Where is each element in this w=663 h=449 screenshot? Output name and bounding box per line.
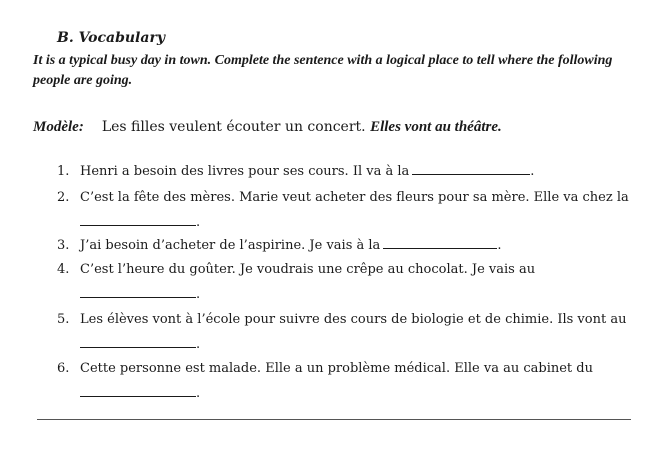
item-number: 6.: [57, 361, 70, 376]
model-sentence: Les filles veulent écouter un concert.: [101, 119, 366, 135]
item-end: .: [196, 337, 201, 352]
item-number: 2.: [57, 190, 70, 205]
answer-blank-3[interactable]: [383, 234, 497, 249]
model-example: [33, 119, 653, 136]
item-text: C’est la fête des mères. Marie veut acheter des fleurs pour sa mère. Elle va chez la: [80, 190, 629, 205]
answer-blank-1[interactable]: [412, 160, 530, 175]
item-end: .: [530, 164, 535, 179]
answer-blank-4[interactable]: [80, 283, 196, 298]
item-text: C’est l’heure du goûter. Je voudrais une crêpe au chocolat. Je vais au: [80, 262, 536, 277]
item-number: 1.: [57, 164, 70, 179]
instructions: It is a typical busy day in town. Complete the sentence with a logical place to tell where the following people are going.: [33, 53, 613, 88]
item-text: Les élèves vont à l’école pour suivre des cours de biologie et de chimie. Ils vont au: [80, 312, 627, 327]
model-label: Modèle:: [33, 119, 84, 135]
item-text: Henri a besoin des livres pour ses cours. Il va à la: [80, 164, 410, 179]
item-end: .: [196, 386, 201, 401]
item-number: 5.: [57, 312, 70, 327]
answer-blank-5[interactable]: [80, 333, 196, 348]
model-answer: Elles vont au théâtre.: [370, 119, 502, 135]
item-number: 3.: [57, 238, 70, 253]
answer-blank-2[interactable]: [80, 211, 196, 226]
item-end: .: [497, 238, 502, 253]
item-text: Cette personne est malade. Elle a un problème médical. Elle va au cabinet du: [80, 361, 593, 376]
bottom-divider: [37, 419, 631, 420]
answer-blank-6[interactable]: [80, 382, 196, 397]
item-end: .: [196, 287, 201, 302]
item-end: .: [196, 215, 201, 230]
item-number: 4.: [57, 262, 70, 277]
section-title: B. Vocabulary: [57, 30, 165, 46]
item-text: J’ai besoin d’acheter de l’aspirine. Je vais à la: [80, 238, 381, 253]
